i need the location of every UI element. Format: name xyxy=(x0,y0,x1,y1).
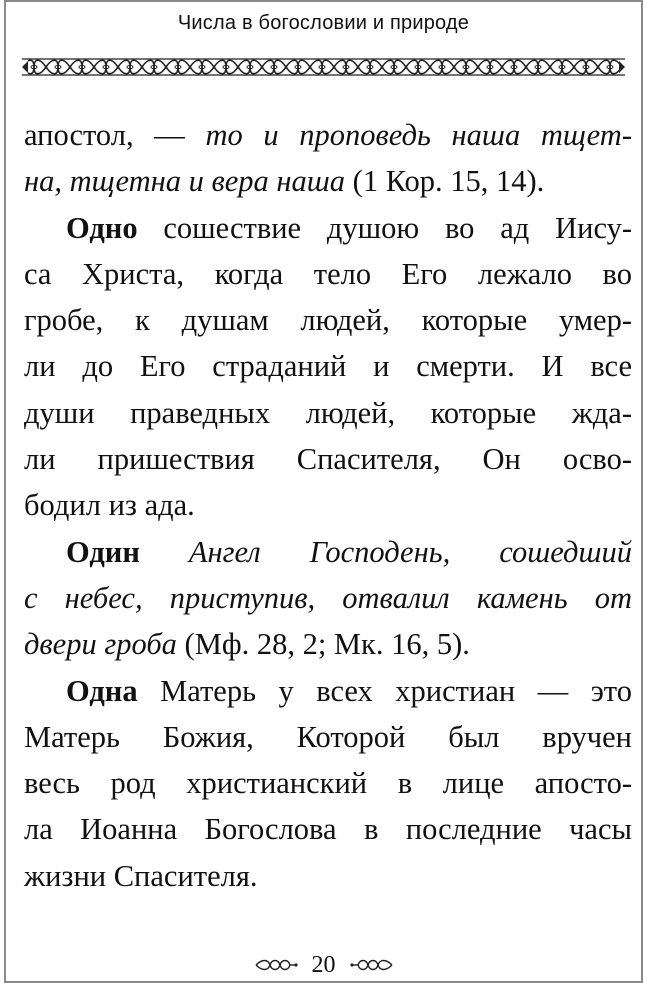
footer-ornament-left-icon xyxy=(254,958,298,972)
page-footer xyxy=(0,950,647,980)
text-run: Матерь у всех христиан — это xyxy=(137,673,632,708)
italic-quote: двери гроба xyxy=(24,627,177,662)
page-number: 20 xyxy=(311,951,336,978)
bold-keyword: Одно xyxy=(66,210,138,245)
bold-keyword: Одна xyxy=(66,673,138,708)
text-line xyxy=(24,112,632,158)
text-line xyxy=(24,205,632,251)
text-line: са Христа, когда тело Его лежало во xyxy=(24,256,632,291)
text-line xyxy=(24,158,632,204)
footer-ornament-right-icon xyxy=(350,958,394,972)
text-run: сошествие душою во ад Иису- xyxy=(137,210,632,245)
text-line: с небес, приступив, отвалил камень от xyxy=(24,580,632,615)
page-border-top xyxy=(4,0,643,2)
text-line: жизни Спасителя. xyxy=(24,858,258,893)
bold-keyword: Один xyxy=(66,534,140,569)
scripture-reference: (Мф. 28, 2; Мк. 16, 5). xyxy=(176,627,470,662)
italic-quote: Ангел Господень, сошедший xyxy=(139,534,632,569)
text-run: апостол, — xyxy=(24,118,206,152)
italic-quote: на, тщетна и вера наша xyxy=(24,164,346,199)
text-line: ли до Его страданий и смерти. И все xyxy=(24,349,632,384)
scripture-reference: (1 Кор. 15, 14). xyxy=(345,164,545,199)
text-line: ла Иоанна Богослова в последние часы xyxy=(24,812,632,847)
text-line: весь род христианский в лице апосто- xyxy=(24,766,632,801)
italic-quote: то и проповедь наша тщет- xyxy=(205,118,632,152)
text-line: ли пришествия Спасителя, Он осво- xyxy=(24,442,632,477)
text-line xyxy=(24,668,632,714)
page-body-text xyxy=(24,112,632,899)
text-line: бодил из ада. xyxy=(24,488,195,523)
text-line xyxy=(24,621,632,667)
text-line: гробе, к душам людей, которые умер- xyxy=(24,303,632,338)
text-line: Матерь Божия, Которой был вручен xyxy=(24,719,632,754)
header-ornament-divider xyxy=(22,56,625,78)
page-border-right xyxy=(641,0,643,983)
text-line: души праведных людей, которые жда- xyxy=(24,395,632,430)
running-head-title: Числа в богословии и природе xyxy=(177,12,470,34)
text-line xyxy=(24,529,632,575)
page-border-left xyxy=(4,0,6,983)
